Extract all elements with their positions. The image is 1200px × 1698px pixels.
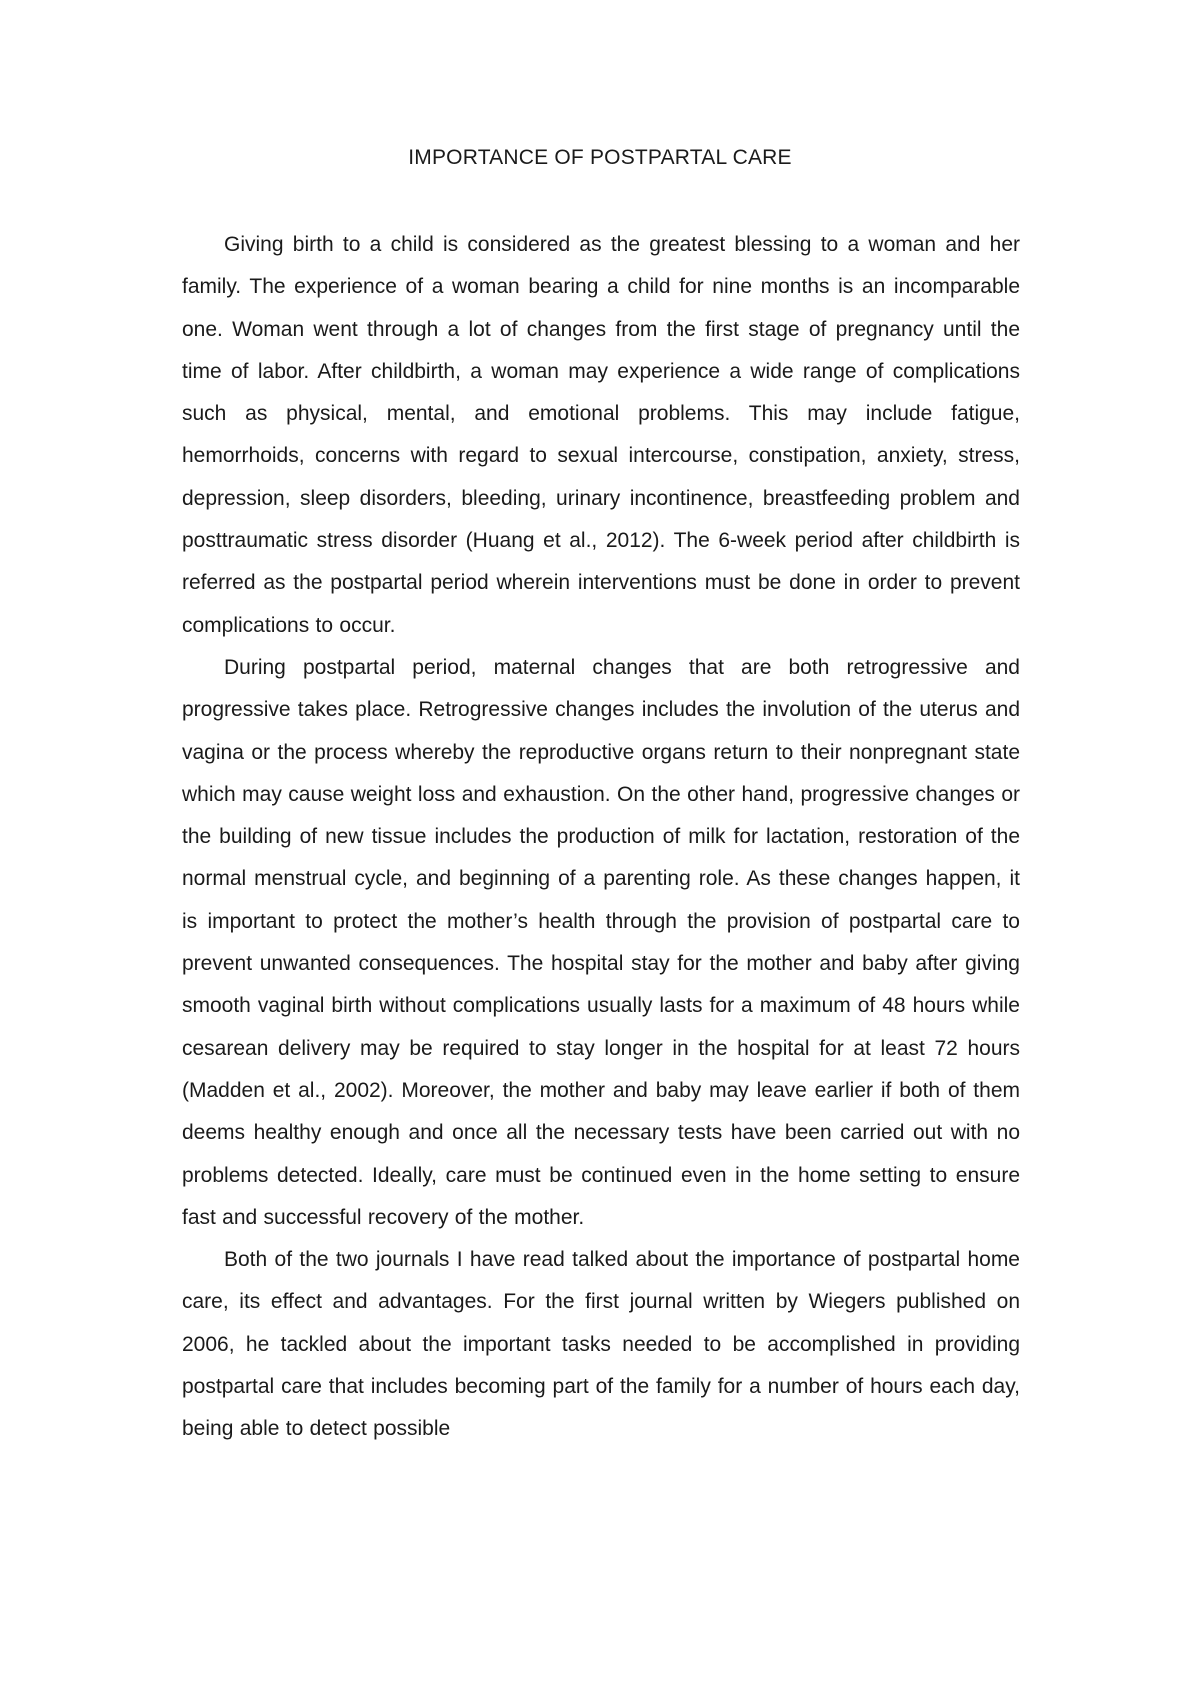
document-title: IMPORTANCE OF POSTPARTAL CARE [408, 146, 792, 169]
document-body [182, 224, 1020, 1451]
paragraph-intro: Giving birth to a child is considered as the greatest blessing to a woman and her family. The experience of a woman bearing a child for nine months is an incomparable one. Woman went through a lot of changes from the first stage of pregnancy until the time of labor. After childbirth, a woman may experience a wide range of complications such as physical, mental, and emotional problems. This may include fatigue, hemorrhoids, concerns with regard to sexual intercourse, constipation, anxiety, stress, depression, sleep disorders, bleeding, urinary incontinence, breastfeeding problem and posttraumatic stress disorder (Huang et al., 2012). The 6-week period after childbirth is referred as the postpartal period wherein interventions must be done in order to prevent complications to occur. [182, 233, 1020, 637]
paragraph-postpartal-changes: During postpartal period, maternal changes that are both retrogressive and progressive takes place. Retrogressive changes includes the involution of the uterus and vagina or the process whereby the reproductive organs return to their nonpregnant state which may cause weight loss and exhaustion. On the other hand, progressive changes or the building of new tissue includes the production of milk for lactation, restoration of the normal menstrual cycle, and beginning of a parenting role. As these changes happen, it is important to protect the mother’s health through the provision of postpartal care to prevent unwanted consequences. The hospital stay for the mother and baby after giving smooth vaginal birth without complications usually lasts for a maximum of 48 hours while cesarean delivery may be required to stay longer in the hospital for at least 72 hours (Madden et al., 2002). Moreover, the mother and baby may leave earlier if both of them deems healthy enough and once all the necessary tests have been carried out with no problems detected. Ideally, care must be continued even in the home setting to ensure fast and successful recovery of the mother. [182, 655, 1020, 1229]
paragraph-journals: Both of the two journals I have read talked about the importance of postpartal home care, its effect and advantages. For the first journal written by Wiegers published on 2006, he tackled about the important tasks needed to be accomplished in providing postpartal care that includes becoming part of the family for a number of hours each day, being able to detect possible [182, 1248, 1020, 1441]
